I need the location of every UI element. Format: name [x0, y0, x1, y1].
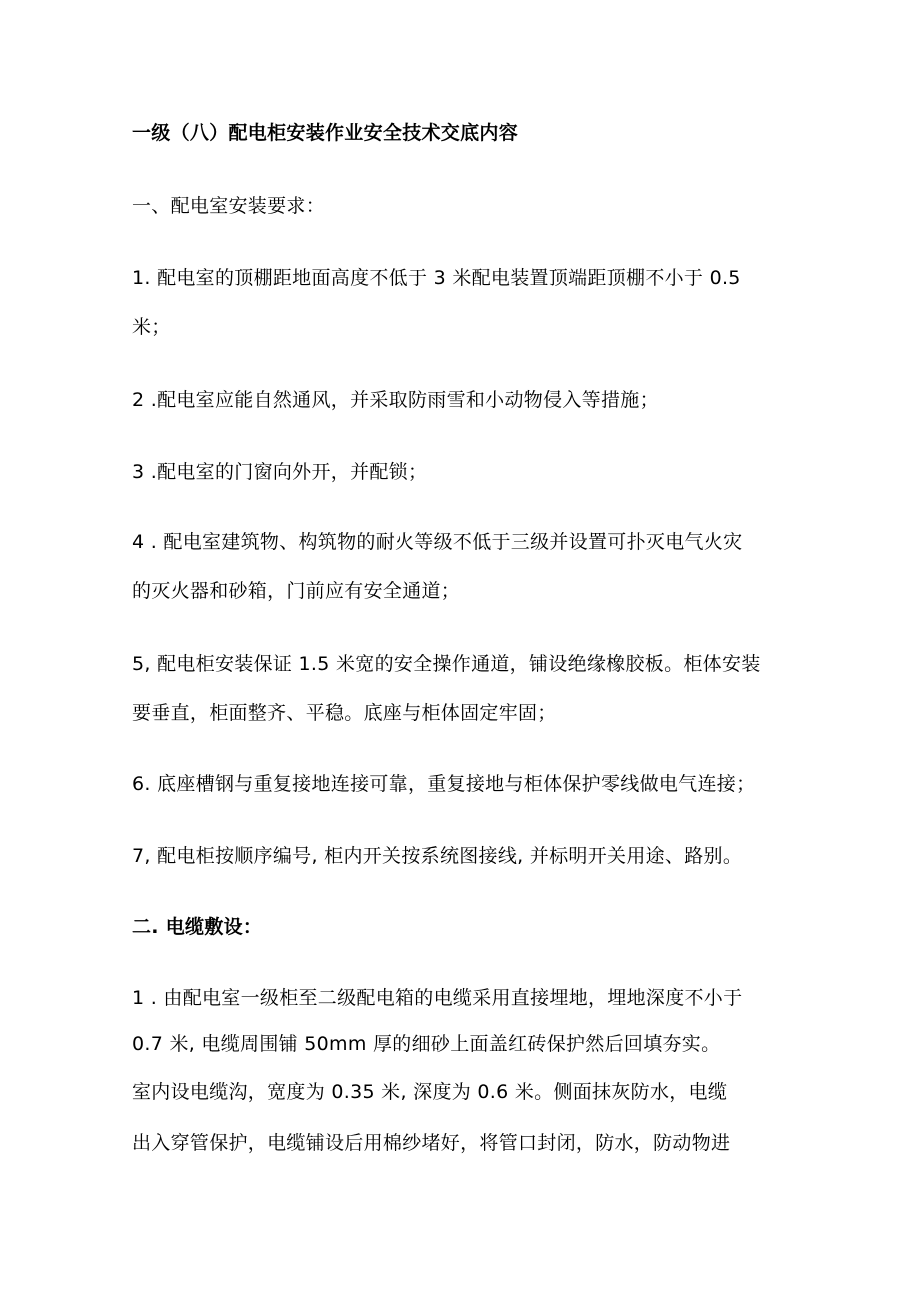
section-1-heading: 一、配电室安装要求：: [132, 195, 326, 217]
section-2-heading: 二. 电缆敷设：: [132, 916, 263, 938]
section-1-item-1-line-2: 米；: [132, 316, 171, 338]
section-2-item-1-line-2: 0.7 米, 电缆周围铺 50mm 厚的细砂上面盖红砖保护然后回填夯实。: [132, 1033, 721, 1055]
section-1-item-3: 3 .配电室的门窗向外开，并配锁；: [132, 461, 428, 483]
section-2-item-1-line-1: 1 . 由配电室一级柜至二级配电箱的电缆采用直接埋地，埋地深度不小于: [132, 987, 743, 1009]
section-1-item-6: 6. 底座槽钢与重复接地连接可靠，重复接地与柜体保护零线做电气连接；: [132, 773, 756, 795]
section-1-item-4-line-1: 4 . 配电室建筑物、构筑物的耐火等级不低于三级并设置可扑灭电气火灾: [132, 531, 743, 553]
section-1-item-1-line-1: 1. 配电室的顶棚距地面高度不低于 3 米配电装置顶端距顶棚不小于 0.5: [132, 267, 741, 289]
section-1-item-5-line-2: 要垂直，柜面整齐、平稳。底座与柜体固定牢固；: [132, 702, 557, 724]
section-1-item-4-line-2: 的灭火器和砂箱，门前应有安全通道；: [132, 580, 461, 602]
section-2-paragraph-line-2: 出入穿管保护，电缆铺设后用棉纱堵好，将管口封闭，防水，防动物进: [132, 1132, 731, 1154]
section-1-item-2: 2 .配电室应能自然通风，并采取防雨雪和小动物侵入等措施；: [132, 389, 659, 411]
section-2-paragraph-line-1: 室内设电缆沟，宽度为 0.35 米, 深度为 0.6 米。侧面抹灰防水，电缆: [132, 1081, 728, 1103]
section-1-item-7: 7, 配电柜按顺序编号, 柜内开关按系统图接线, 并标明开关用途、路别。: [132, 845, 743, 867]
document-title: 一级（八）配电柜安装作业安全技术交底内容: [132, 122, 519, 144]
section-1-item-5-line-1: 5, 配电柜安装保证 1.5 米宽的安全操作通道，铺设绝缘橡胶板。柜体安装: [132, 653, 761, 675]
